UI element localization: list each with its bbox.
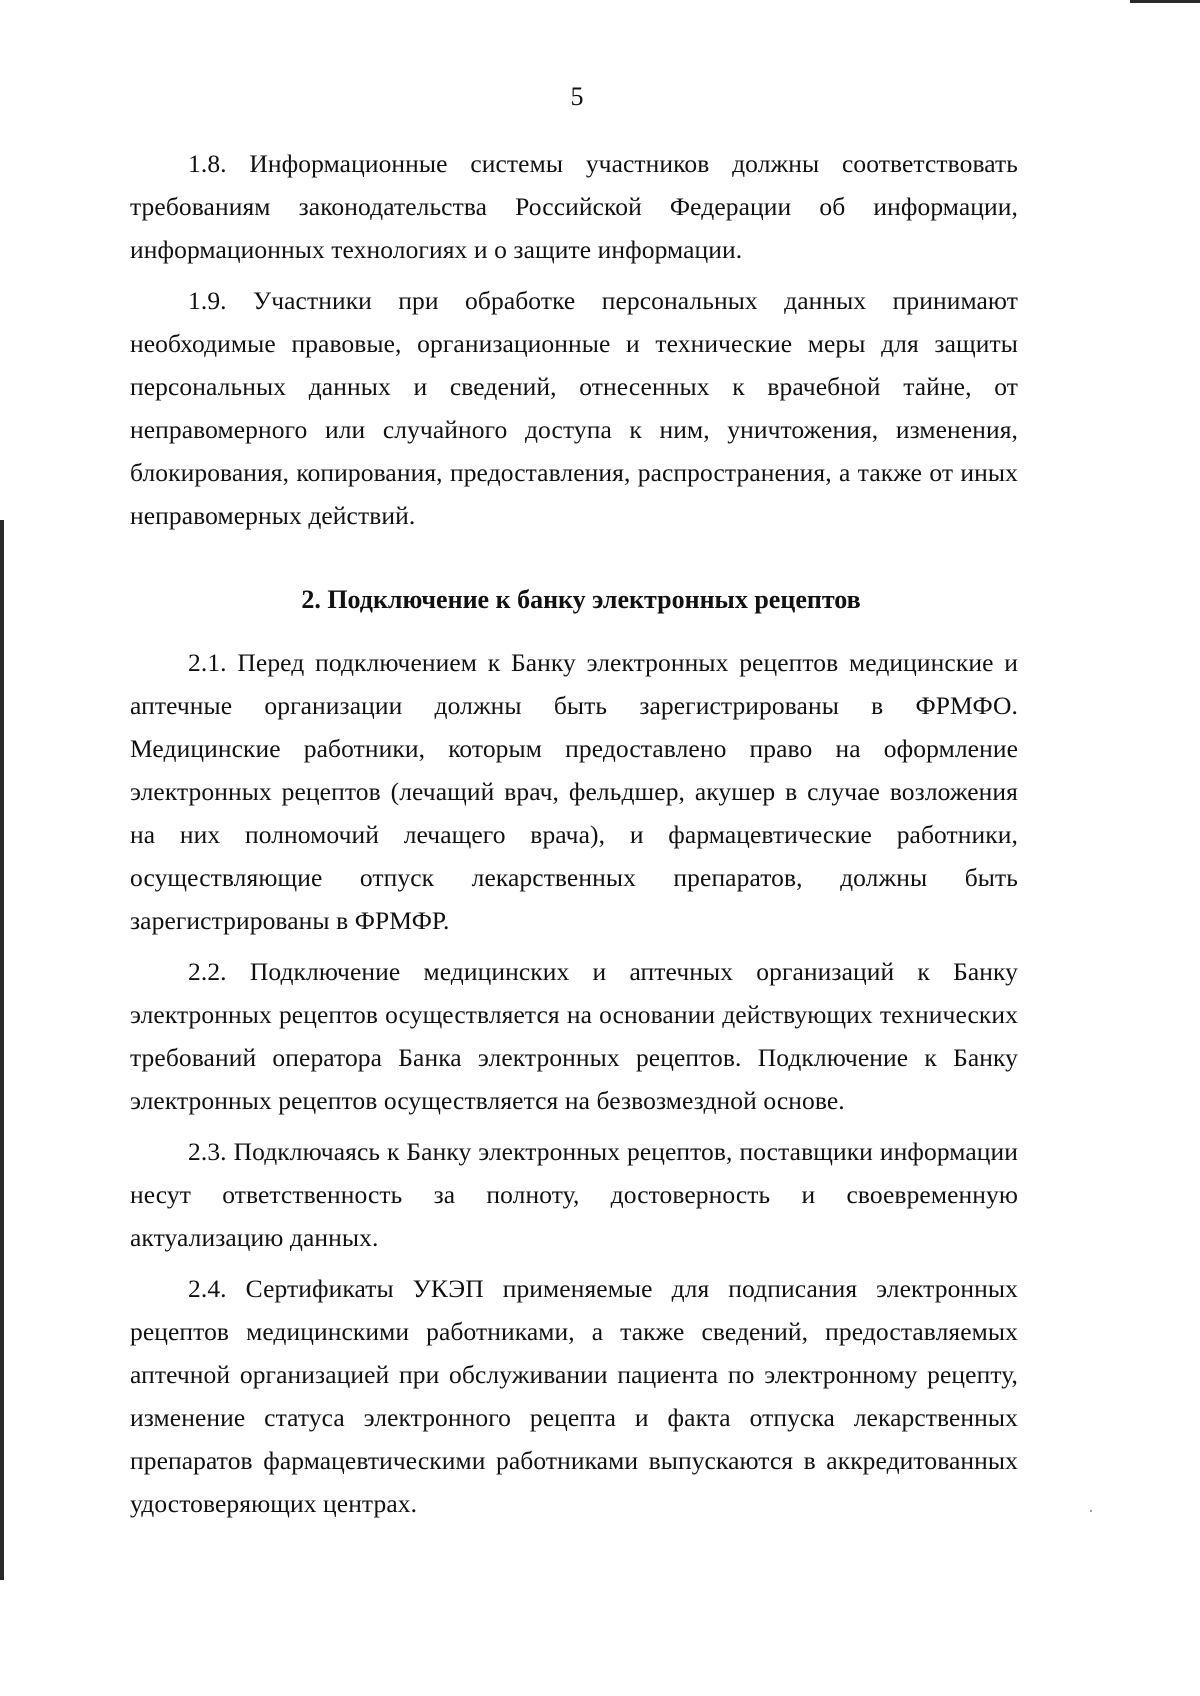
paragraph-2-4: 2.4. Сертификаты УКЭП применяемые для подписания электронных рецептов медицинскими работниками, а также сведений, предоставляемых аптечной организацией при обслуживании пациента по электронному рецепту, изменение статуса электронного рецепта и факта отпуска лекарственных препаратов фармацевтическими работниками выпускаются в аккредитованных удостоверяющих центрах. (130, 1274, 1018, 1518)
paragraph-2-1: 2.1. Перед подключением к Банку электронных рецептов медицинские и аптечные организации должны быть зарегистрированы в ФРМФО. Медицинские работники, которым предоставлено право на оформление электронных рецептов (лечащий врач, фельдшер, акушер в случае возложения на них полномочий лечащего врача), и фармацевтические работники, осуществляющие отпуск лекарственных препаратов, должны быть зарегистрированы в ФРМФР. (130, 648, 1018, 935)
section-heading: 2. Подключение к банку электронных рецептов (301, 585, 861, 614)
page-number: 5 (570, 82, 584, 111)
paragraph-2-2: 2.2. Подключение медицинских и аптечных организаций к Банку электронных рецептов осуществляется на основании действующих технических требований оператора Банка электронных рецептов. Подключение к Банку электронных рецептов осуществляется на безвозмездной основе. (130, 957, 1018, 1115)
paragraph-1-9: 1.9. Участники при обработке персональных данных принимают необходимые правовые, организационные и технические меры для защиты персональных данных и сведений, отнесенных к врачебной тайне, от неправомерного или случайного доступа к ним, уничтожения, изменения, блокирования, копирования, предоставления, распространения, а также от иных неправомерных действий. (130, 286, 1018, 530)
scan-edge-top (1130, 0, 1200, 3)
document-page (130, 82, 1018, 1533)
paragraph-2-3: 2.3. Подключаясь к Банку электронных рецептов, поставщики информации несут ответственность за полноту, достоверность и своевременную актуализацию данных. (130, 1137, 1018, 1252)
paragraph-1-8: 1.8. Информационные системы участников должны соответствовать требованиям законодательства Российской Федерации об информации, информационных технологиях и о защите информации. (130, 149, 1018, 264)
scan-speck (1090, 1510, 1092, 1512)
scan-edge-left (0, 520, 4, 1580)
